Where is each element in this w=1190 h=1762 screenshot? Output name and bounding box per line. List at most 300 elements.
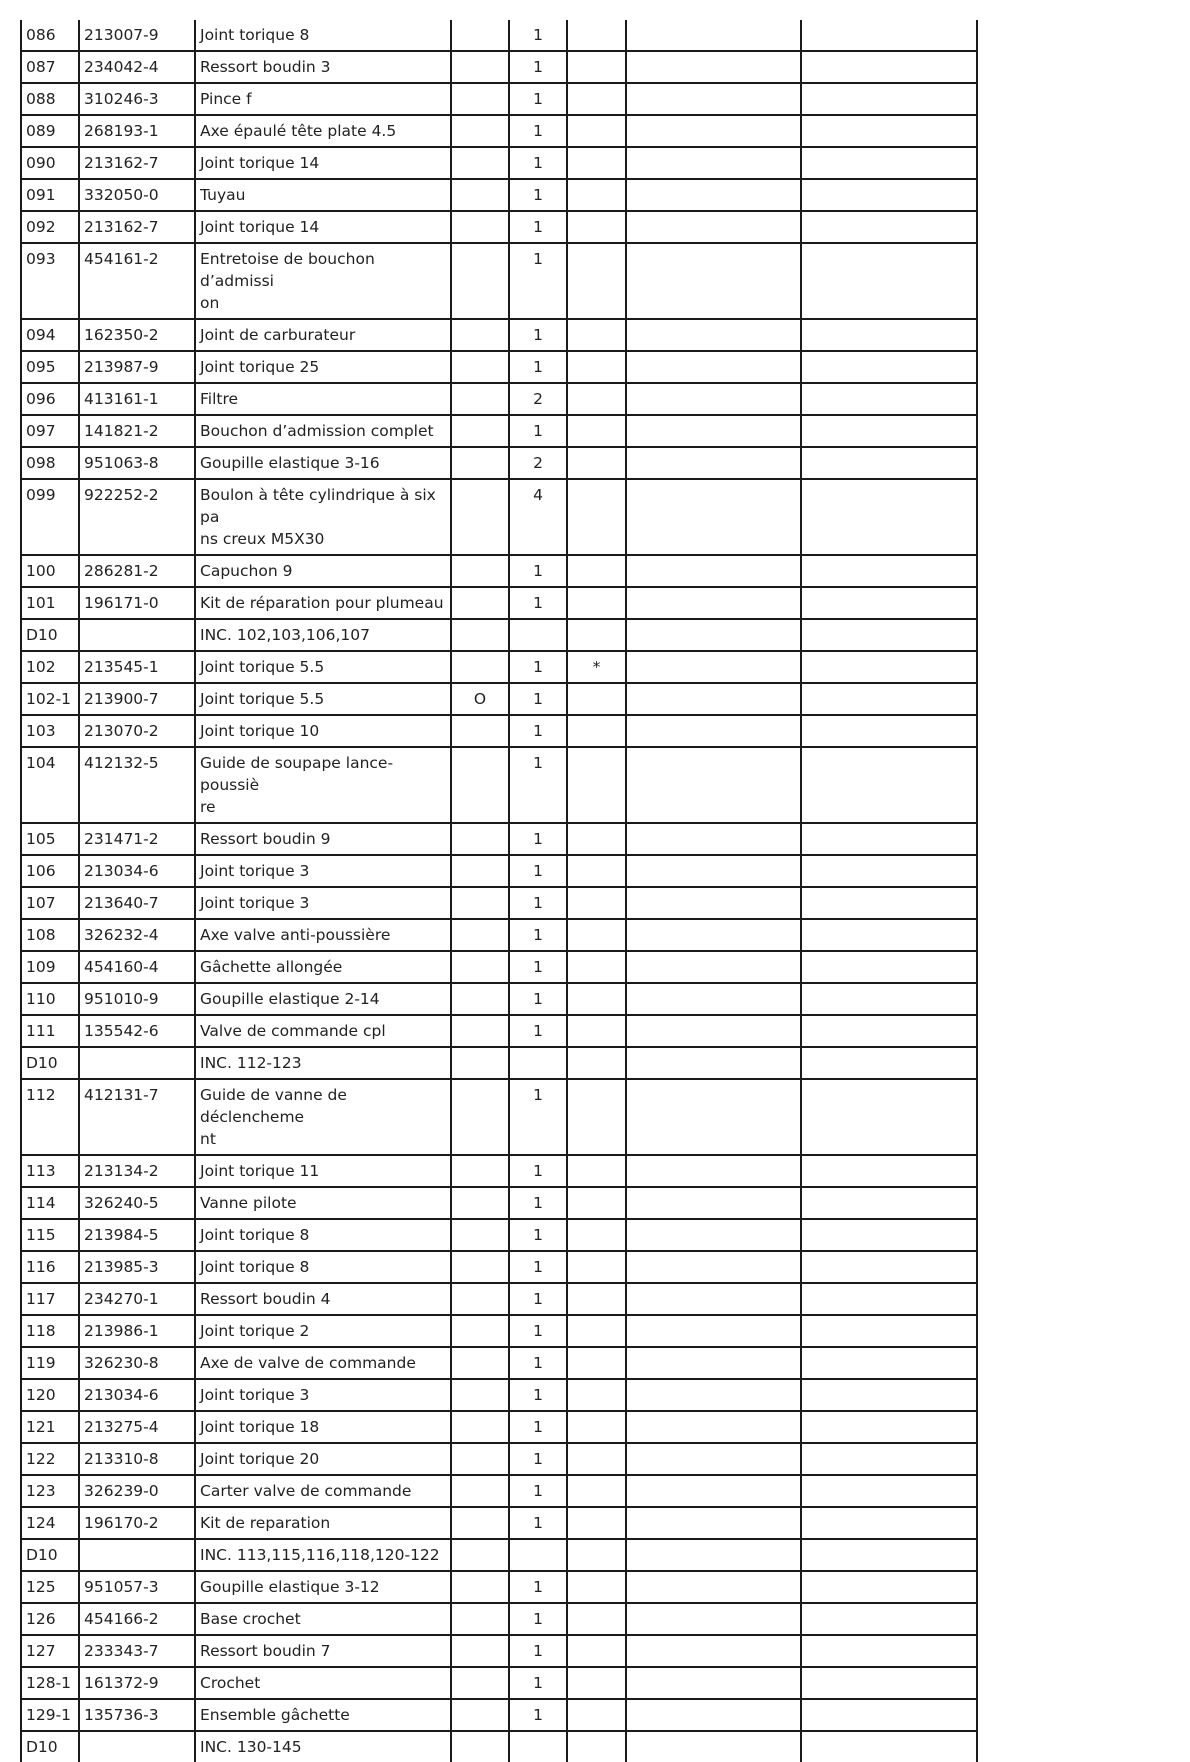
item-number-cell: 116 <box>21 1251 79 1283</box>
empty-cell <box>801 1539 977 1571</box>
quantity-cell <box>509 1731 567 1762</box>
part-number-cell: 231471-2 <box>79 823 195 855</box>
description-cell: Kit de reparation <box>195 1507 451 1539</box>
description-cell: Ressort boudin 7 <box>195 1635 451 1667</box>
table-row <box>21 1603 977 1635</box>
empty-cell <box>626 383 801 415</box>
part-number-cell: 213070-2 <box>79 715 195 747</box>
item-number-cell: 110 <box>21 983 79 1015</box>
item-number-cell: 093 <box>21 243 79 319</box>
empty-cell <box>626 147 801 179</box>
item-number-cell: 120 <box>21 1379 79 1411</box>
table-row <box>21 1539 977 1571</box>
empty-cell <box>626 651 801 683</box>
marker-cell <box>451 555 509 587</box>
marker-cell <box>451 1411 509 1443</box>
empty-cell <box>626 619 801 651</box>
part-number-cell: 951063-8 <box>79 447 195 479</box>
marker-cell <box>451 20 509 51</box>
quantity-cell: 1 <box>509 1187 567 1219</box>
empty-cell <box>801 447 977 479</box>
marker-cell <box>451 243 509 319</box>
flag-cell <box>567 747 626 823</box>
description-cell: Goupille elastique 3-12 <box>195 1571 451 1603</box>
item-number-cell: 092 <box>21 211 79 243</box>
description-cell: Joint torique 11 <box>195 1155 451 1187</box>
quantity-cell: 1 <box>509 951 567 983</box>
quantity-cell: 1 <box>509 211 567 243</box>
empty-cell <box>801 479 977 555</box>
table-row <box>21 1251 977 1283</box>
flag-cell <box>567 479 626 555</box>
quantity-cell: 1 <box>509 587 567 619</box>
quantity-cell: 1 <box>509 683 567 715</box>
empty-cell <box>626 243 801 319</box>
table-row <box>21 211 977 243</box>
empty-cell <box>801 243 977 319</box>
item-number-cell: 113 <box>21 1155 79 1187</box>
table-row <box>21 415 977 447</box>
marker-cell <box>451 179 509 211</box>
empty-cell <box>626 1539 801 1571</box>
table-row <box>21 1411 977 1443</box>
description-cell: Guide de vanne de déclencheme nt <box>195 1079 451 1155</box>
part-number-cell: 213162-7 <box>79 147 195 179</box>
item-number-cell: 104 <box>21 747 79 823</box>
empty-cell <box>801 415 977 447</box>
empty-cell <box>626 83 801 115</box>
empty-cell <box>801 383 977 415</box>
empty-cell <box>801 683 977 715</box>
flag-cell <box>567 1667 626 1699</box>
table-row <box>21 1571 977 1603</box>
marker-cell <box>451 1571 509 1603</box>
empty-cell <box>801 351 977 383</box>
table-row <box>21 1379 977 1411</box>
marker-cell <box>451 1475 509 1507</box>
description-cell: INC. 130-145 <box>195 1731 451 1762</box>
part-number-cell: 213134-2 <box>79 1155 195 1187</box>
part-number-cell: 454161-2 <box>79 243 195 319</box>
flag-cell <box>567 983 626 1015</box>
item-number-cell: 107 <box>21 887 79 919</box>
flag-cell <box>567 1155 626 1187</box>
empty-cell <box>801 1571 977 1603</box>
flag-cell: * <box>567 651 626 683</box>
item-number-cell: 121 <box>21 1411 79 1443</box>
empty-cell <box>801 1507 977 1539</box>
flag-cell <box>567 951 626 983</box>
quantity-cell: 1 <box>509 351 567 383</box>
empty-cell <box>801 1155 977 1187</box>
quantity-cell: 1 <box>509 1347 567 1379</box>
marker-cell <box>451 1635 509 1667</box>
description-cell: Pince f <box>195 83 451 115</box>
flag-cell <box>567 447 626 479</box>
item-number-cell: 098 <box>21 447 79 479</box>
flag-cell <box>567 1283 626 1315</box>
flag-cell <box>567 1187 626 1219</box>
part-number-cell: 326232-4 <box>79 919 195 951</box>
table-row <box>21 715 977 747</box>
part-number-cell: 162350-2 <box>79 319 195 351</box>
marker-cell <box>451 823 509 855</box>
empty-cell <box>626 1379 801 1411</box>
part-number-cell: 234270-1 <box>79 1283 195 1315</box>
empty-cell <box>626 1219 801 1251</box>
empty-cell <box>626 115 801 147</box>
empty-cell <box>626 1475 801 1507</box>
quantity-cell: 1 <box>509 1155 567 1187</box>
quantity-cell <box>509 1539 567 1571</box>
part-number-cell: 268193-1 <box>79 115 195 147</box>
table-row <box>21 1475 977 1507</box>
flag-cell <box>567 1603 626 1635</box>
table-row <box>21 1667 977 1699</box>
part-number-cell: 213310-8 <box>79 1443 195 1475</box>
description-cell: Joint torique 18 <box>195 1411 451 1443</box>
empty-cell <box>801 1219 977 1251</box>
empty-cell <box>626 1667 801 1699</box>
flag-cell <box>567 587 626 619</box>
marker-cell <box>451 1539 509 1571</box>
empty-cell <box>801 1411 977 1443</box>
item-number-cell: 106 <box>21 855 79 887</box>
empty-cell <box>626 211 801 243</box>
part-number-cell: 310246-3 <box>79 83 195 115</box>
empty-cell <box>626 1187 801 1219</box>
table-row <box>21 1347 977 1379</box>
item-number-cell: 109 <box>21 951 79 983</box>
flag-cell <box>567 715 626 747</box>
part-number-cell: 213987-9 <box>79 351 195 383</box>
description-cell: Goupille elastique 2-14 <box>195 983 451 1015</box>
quantity-cell: 1 <box>509 1379 567 1411</box>
description-cell: Crochet <box>195 1667 451 1699</box>
marker-cell <box>451 1315 509 1347</box>
item-number-cell: 091 <box>21 179 79 211</box>
item-number-cell: 096 <box>21 383 79 415</box>
item-number-cell: 108 <box>21 919 79 951</box>
quantity-cell: 1 <box>509 823 567 855</box>
marker-cell <box>451 983 509 1015</box>
empty-cell <box>626 479 801 555</box>
empty-cell <box>801 115 977 147</box>
table-row <box>21 747 977 823</box>
quantity-cell: 1 <box>509 1411 567 1443</box>
table-row <box>21 319 977 351</box>
flag-cell <box>567 619 626 651</box>
flag-cell <box>567 351 626 383</box>
empty-cell <box>626 1443 801 1475</box>
empty-cell <box>801 555 977 587</box>
marker-cell <box>451 587 509 619</box>
description-cell: Joint torique 3 <box>195 1379 451 1411</box>
empty-cell <box>801 855 977 887</box>
quantity-cell: 1 <box>509 1079 567 1155</box>
quantity-cell: 1 <box>509 651 567 683</box>
part-number-cell: 412132-5 <box>79 747 195 823</box>
table-row <box>21 383 977 415</box>
description-cell: Joint torique 5.5 <box>195 651 451 683</box>
part-number-cell <box>79 1047 195 1079</box>
description-cell: Joint torique 10 <box>195 715 451 747</box>
table-row <box>21 1699 977 1731</box>
flag-cell <box>567 919 626 951</box>
empty-cell <box>626 1047 801 1079</box>
table-row <box>21 1079 977 1155</box>
description-cell: Joint torique 14 <box>195 211 451 243</box>
empty-cell <box>801 1047 977 1079</box>
description-cell: Axe de valve de commande <box>195 1347 451 1379</box>
item-number-cell: 114 <box>21 1187 79 1219</box>
marker-cell <box>451 715 509 747</box>
marker-cell <box>451 1187 509 1219</box>
part-number-cell: 413161-1 <box>79 383 195 415</box>
flag-cell <box>567 1571 626 1603</box>
marker-cell <box>451 211 509 243</box>
quantity-cell: 1 <box>509 1219 567 1251</box>
flag-cell <box>567 1539 626 1571</box>
flag-cell <box>567 179 626 211</box>
description-cell: Joint torique 2 <box>195 1315 451 1347</box>
quantity-cell: 1 <box>509 1571 567 1603</box>
part-number-cell: 135736-3 <box>79 1699 195 1731</box>
item-number-cell: 095 <box>21 351 79 383</box>
part-number-cell: 213545-1 <box>79 651 195 683</box>
marker-cell <box>451 1347 509 1379</box>
part-number-cell: 922252-2 <box>79 479 195 555</box>
item-number-cell: 124 <box>21 1507 79 1539</box>
description-cell: Axe épaulé tête plate 4.5 <box>195 115 451 147</box>
table-row <box>21 1635 977 1667</box>
part-number-cell: 213900-7 <box>79 683 195 715</box>
description-cell: Joint torique 5.5 <box>195 683 451 715</box>
empty-cell <box>626 919 801 951</box>
marker-cell <box>451 747 509 823</box>
description-cell: Axe valve anti-poussière <box>195 919 451 951</box>
quantity-cell: 1 <box>509 1283 567 1315</box>
part-number-cell: 412131-7 <box>79 1079 195 1155</box>
part-number-cell: 213162-7 <box>79 211 195 243</box>
description-cell: Joint torique 8 <box>195 20 451 51</box>
empty-cell <box>801 1475 977 1507</box>
table-row <box>21 447 977 479</box>
flag-cell <box>567 319 626 351</box>
table-row <box>21 1047 977 1079</box>
item-number-cell: 129-1 <box>21 1699 79 1731</box>
description-cell: INC. 113,115,116,118,120-122 <box>195 1539 451 1571</box>
item-number-cell: 122 <box>21 1443 79 1475</box>
table-row <box>21 1507 977 1539</box>
item-number-cell: 086 <box>21 20 79 51</box>
item-number-cell: 127 <box>21 1635 79 1667</box>
empty-cell <box>801 715 977 747</box>
empty-cell <box>626 1079 801 1155</box>
flag-cell <box>567 855 626 887</box>
flag-cell <box>567 51 626 83</box>
item-number-cell: 112 <box>21 1079 79 1155</box>
quantity-cell: 1 <box>509 1603 567 1635</box>
quantity-cell: 4 <box>509 479 567 555</box>
empty-cell <box>626 319 801 351</box>
item-number-cell: 097 <box>21 415 79 447</box>
item-number-cell: 118 <box>21 1315 79 1347</box>
empty-cell <box>626 1635 801 1667</box>
description-cell: Joint torique 25 <box>195 351 451 383</box>
marker-cell <box>451 415 509 447</box>
quantity-cell: 1 <box>509 1475 567 1507</box>
marker-cell <box>451 147 509 179</box>
quantity-cell: 1 <box>509 115 567 147</box>
empty-cell <box>801 983 977 1015</box>
table-row <box>21 1015 977 1047</box>
empty-cell <box>626 1283 801 1315</box>
part-number-cell: 213984-5 <box>79 1219 195 1251</box>
empty-cell <box>801 1283 977 1315</box>
quantity-cell: 1 <box>509 415 567 447</box>
empty-cell <box>801 747 977 823</box>
empty-cell <box>626 1315 801 1347</box>
description-cell: Boulon à tête cylindrique à six pa ns creux M5X30 <box>195 479 451 555</box>
marker-cell <box>451 1699 509 1731</box>
table-row <box>21 619 977 651</box>
quantity-cell: 1 <box>509 1315 567 1347</box>
flag-cell <box>567 20 626 51</box>
description-cell: Ressort boudin 3 <box>195 51 451 83</box>
quantity-cell: 1 <box>509 1251 567 1283</box>
table-row <box>21 243 977 319</box>
part-number-cell: 326239-0 <box>79 1475 195 1507</box>
quantity-cell <box>509 1047 567 1079</box>
marker-cell <box>451 919 509 951</box>
table-row <box>21 20 977 51</box>
empty-cell <box>626 887 801 919</box>
item-number-cell: 088 <box>21 83 79 115</box>
marker-cell <box>451 651 509 683</box>
marker-cell <box>451 1443 509 1475</box>
item-number-cell: 117 <box>21 1283 79 1315</box>
flag-cell <box>567 1347 626 1379</box>
item-number-cell: 099 <box>21 479 79 555</box>
empty-cell <box>801 179 977 211</box>
flag-cell <box>567 1443 626 1475</box>
quantity-cell: 1 <box>509 1699 567 1731</box>
empty-cell <box>801 887 977 919</box>
part-number-cell: 213640-7 <box>79 887 195 919</box>
table-row <box>21 115 977 147</box>
flag-cell <box>567 1379 626 1411</box>
description-cell: Carter valve de commande <box>195 1475 451 1507</box>
marker-cell <box>451 383 509 415</box>
part-number-cell: 213986-1 <box>79 1315 195 1347</box>
flag-cell <box>567 1047 626 1079</box>
marker-cell <box>451 855 509 887</box>
empty-cell <box>801 319 977 351</box>
description-cell: Gâchette allongée <box>195 951 451 983</box>
marker-cell <box>451 319 509 351</box>
description-cell: Joint torique 8 <box>195 1251 451 1283</box>
empty-cell <box>626 415 801 447</box>
description-cell: Ressort boudin 4 <box>195 1283 451 1315</box>
flag-cell <box>567 115 626 147</box>
description-cell: Joint torique 3 <box>195 855 451 887</box>
quantity-cell: 1 <box>509 319 567 351</box>
description-cell: Kit de réparation pour plumeau <box>195 587 451 619</box>
empty-cell <box>801 823 977 855</box>
part-number-cell: 454160-4 <box>79 951 195 983</box>
flag-cell <box>567 1079 626 1155</box>
item-number-cell: 101 <box>21 587 79 619</box>
marker-cell <box>451 351 509 383</box>
marker-cell <box>451 619 509 651</box>
marker-cell <box>451 1079 509 1155</box>
quantity-cell: 1 <box>509 983 567 1015</box>
marker-cell <box>451 1667 509 1699</box>
marker-cell <box>451 479 509 555</box>
empty-cell <box>626 683 801 715</box>
quantity-cell: 1 <box>509 747 567 823</box>
part-number-cell: 286281-2 <box>79 555 195 587</box>
empty-cell <box>626 587 801 619</box>
quantity-cell: 1 <box>509 243 567 319</box>
empty-cell <box>626 951 801 983</box>
part-number-cell: 135542-6 <box>79 1015 195 1047</box>
flag-cell <box>567 1475 626 1507</box>
item-number-cell: 100 <box>21 555 79 587</box>
part-number-cell: 213985-3 <box>79 1251 195 1283</box>
empty-cell <box>626 1603 801 1635</box>
marker-cell <box>451 1379 509 1411</box>
item-number-cell: 089 <box>21 115 79 147</box>
item-number-cell: 125 <box>21 1571 79 1603</box>
marker-cell <box>451 1603 509 1635</box>
empty-cell <box>626 1699 801 1731</box>
part-number-cell: 326230-8 <box>79 1347 195 1379</box>
empty-cell <box>626 823 801 855</box>
part-number-cell <box>79 1731 195 1762</box>
flag-cell <box>567 1411 626 1443</box>
item-number-cell: 103 <box>21 715 79 747</box>
table-row <box>21 651 977 683</box>
description-cell: Joint torique 3 <box>195 887 451 919</box>
marker-cell <box>451 951 509 983</box>
table-row <box>21 179 977 211</box>
empty-cell <box>626 1571 801 1603</box>
empty-cell <box>801 211 977 243</box>
part-number-cell: 332050-0 <box>79 179 195 211</box>
empty-cell <box>801 1667 977 1699</box>
flag-cell <box>567 1219 626 1251</box>
quantity-cell: 1 <box>509 83 567 115</box>
empty-cell <box>801 1603 977 1635</box>
empty-cell <box>626 747 801 823</box>
marker-cell: O <box>451 683 509 715</box>
empty-cell <box>626 983 801 1015</box>
quantity-cell: 1 <box>509 855 567 887</box>
marker-cell <box>451 115 509 147</box>
empty-cell <box>626 351 801 383</box>
marker-cell <box>451 1251 509 1283</box>
part-number-cell: 161372-9 <box>79 1667 195 1699</box>
part-number-cell <box>79 619 195 651</box>
empty-cell <box>801 51 977 83</box>
flag-cell <box>567 1251 626 1283</box>
empty-cell <box>801 1731 977 1762</box>
empty-cell <box>801 1079 977 1155</box>
part-number-cell: 196171-0 <box>79 587 195 619</box>
empty-cell <box>626 1507 801 1539</box>
